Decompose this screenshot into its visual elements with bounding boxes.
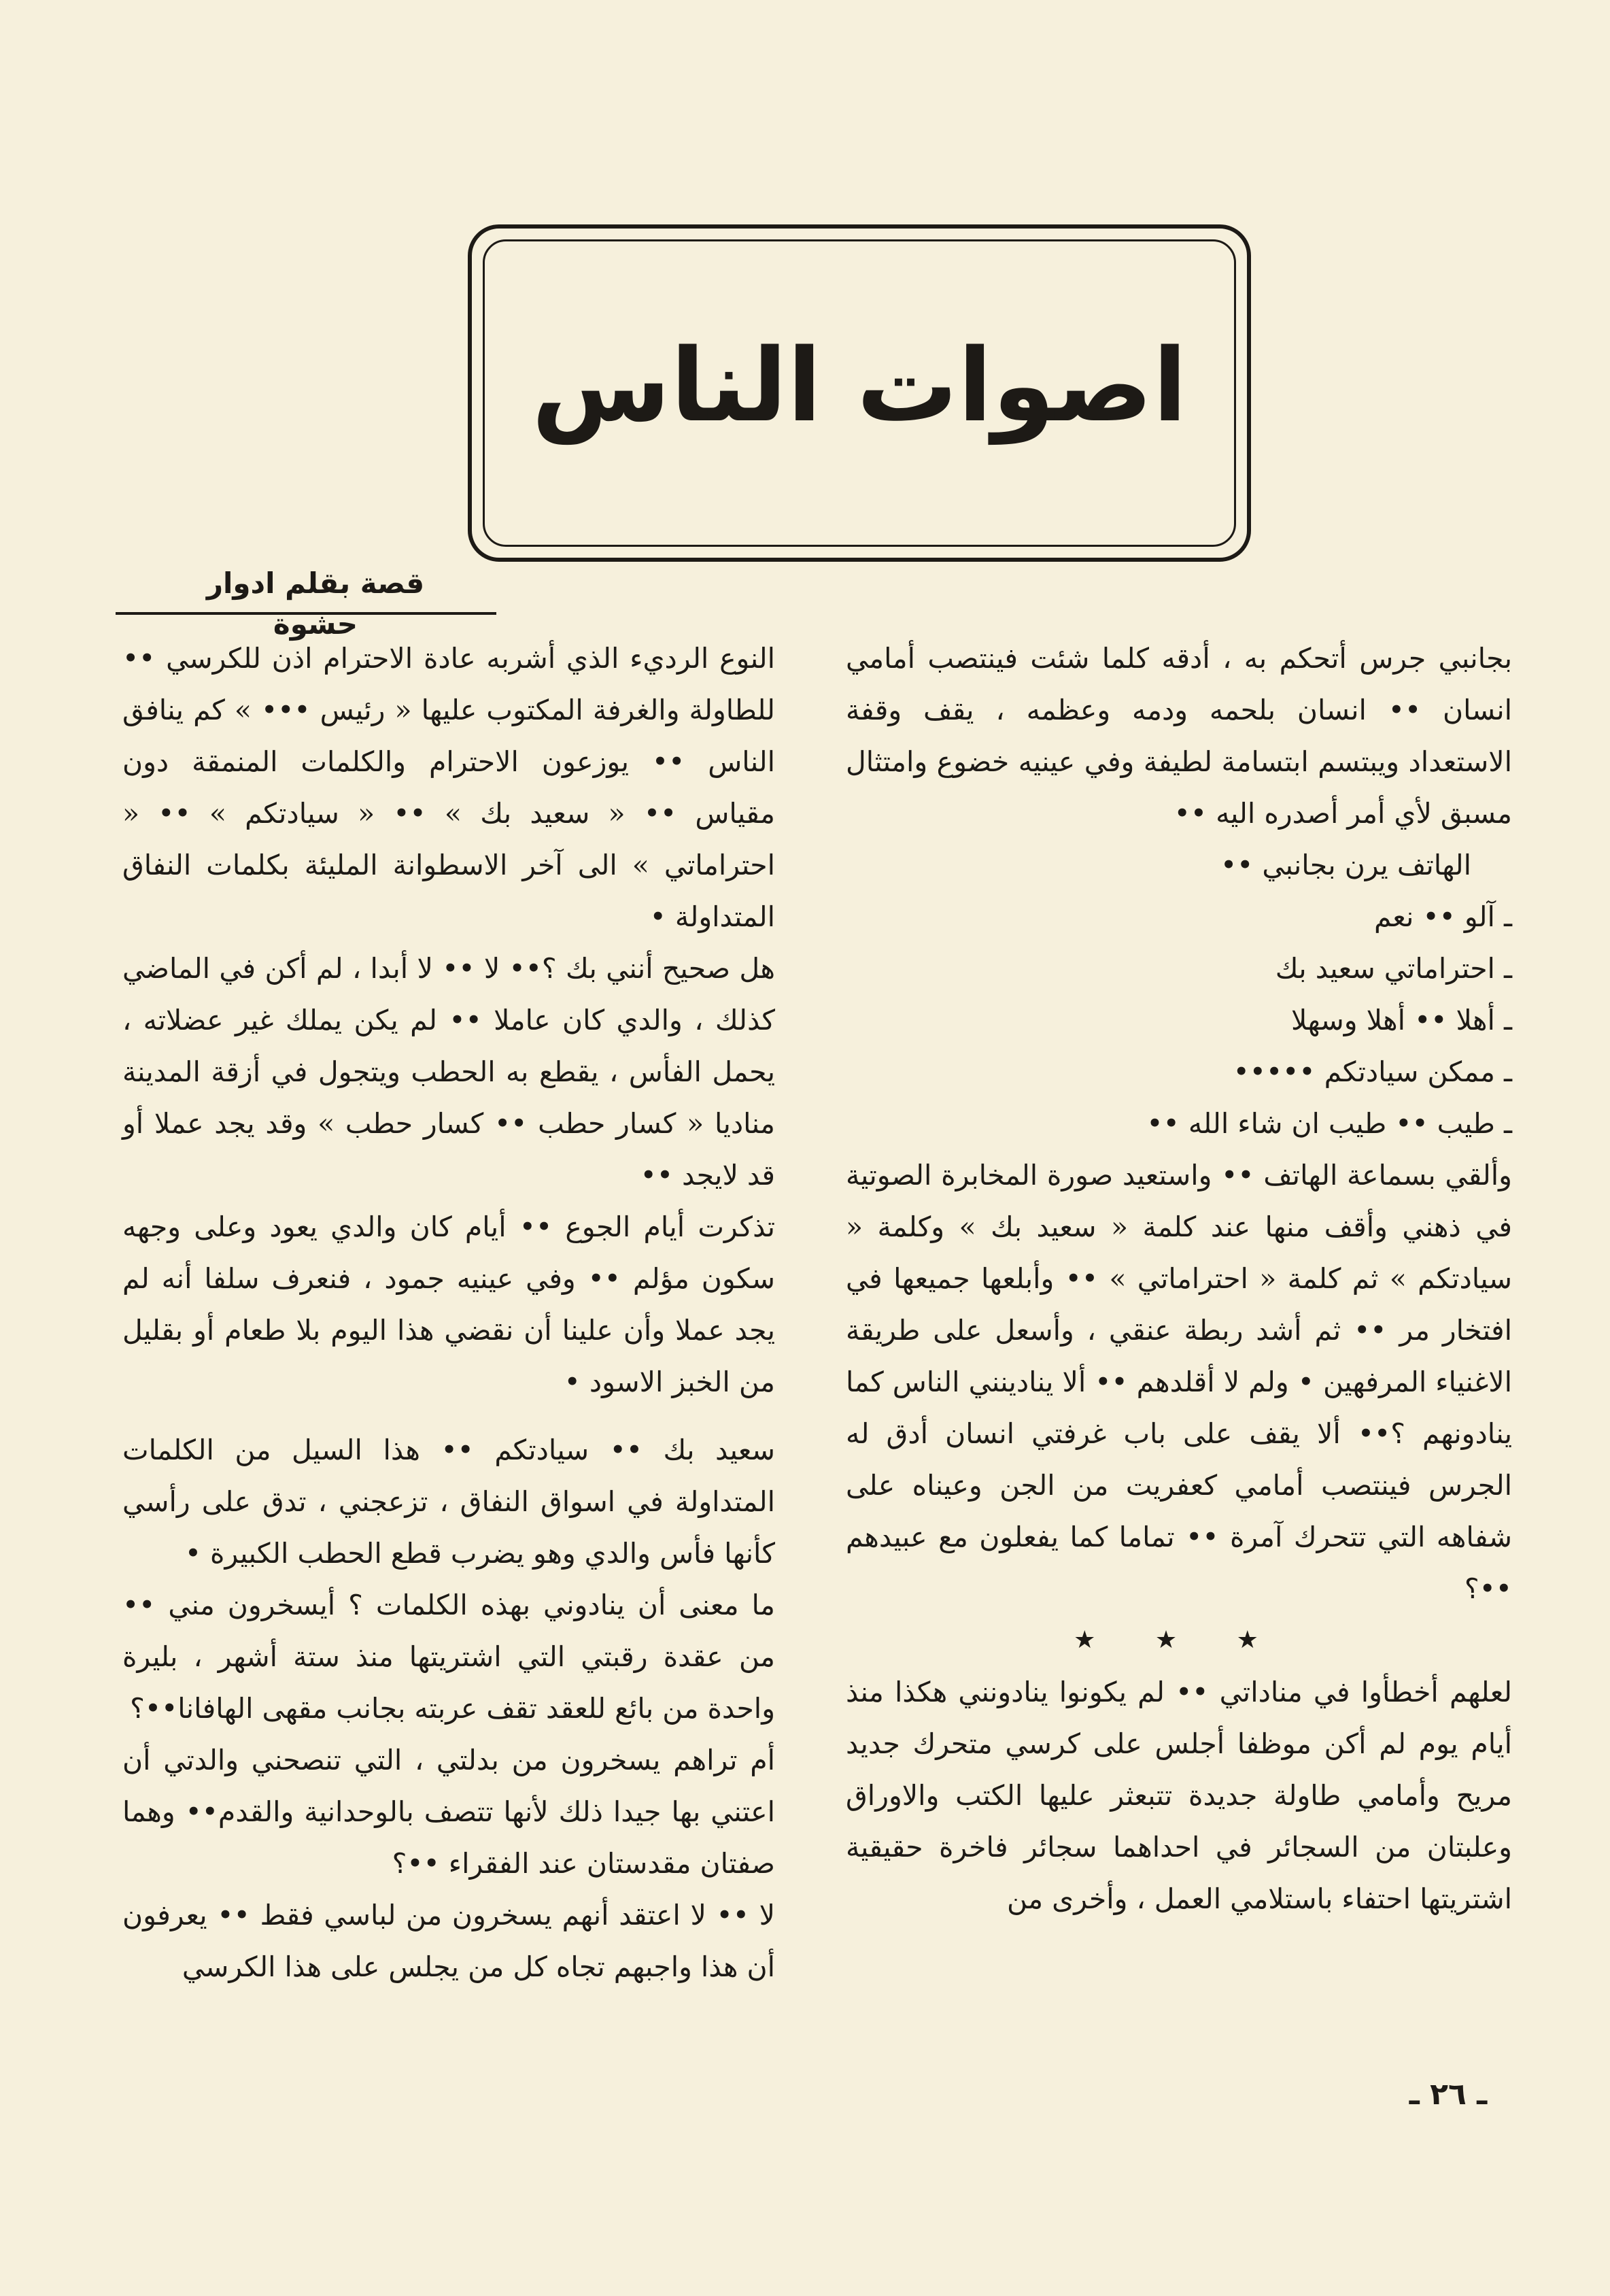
dialogue-line: ـ آلو •• نعم bbox=[1373, 900, 1512, 933]
dialogue-line: ـ احتراماتي سعيد بك bbox=[1275, 952, 1512, 985]
dialogue-line: ـ ممكن سيادتكم ••••• bbox=[1233, 1056, 1512, 1088]
paragraph: لا •• لا اعتقد أنهم يسخرون من لباسي فقط •• يعرفون أن هذا واجبهم تجاه كل من يجلس على هذا الكرسي bbox=[122, 1899, 775, 1983]
paragraph: هل صحيح أنني بك ؟•• لا •• لا أبدا ، لم أكن في الماضي كذلك ، والدي كان عاملا •• لم يكن يملك غير عضلاته ، يحمل الفأس ، يقطع به الحطب ويتجول في أزقة المدينة مناديا « كسار حطب •• كسار حطب » وقد يجد عملا أو قد لايجد •• bbox=[122, 952, 775, 1192]
paragraph: النوع الرديء الذي أشربه عادة الاحترام اذن للكرسي •• للطاولة والغرفة المكتوب عليها « رئيس ••• » كم ينافق الناس •• يوزعون الاحترام والكلمات المنمقة دون مقياس •• « سعيد بك » •• « سيادتكم » •• « احتراماتي » الى آخر الاسطوانة المليئة بكلمات النفاق المتداولة • bbox=[122, 642, 775, 933]
paragraph: لعلهم أخطأوا في مناداتي •• لم يكونوا ينادونني هكذا منذ أيام يوم لم أكن موظفا أجلس على كرسي متحرك جديد مريح وأمامي طاولة جديدة تتبعثر عليها الكتب والاوراق وعلبتان من السجائر في احداهما سجائر فاخرة حقيقية اشتريتها احتفاء باستلامي العمل ، وأخرى من bbox=[846, 1676, 1512, 1915]
paragraph: أم تراهم يسخرون من بدلتي ، التي تنصحني والدتي أن اعتني بها جيدا ذلك لأنها تتصف بالوحدانية والقدم•• وهما صفتان مقدستان عند الفقراء ••؟ bbox=[122, 1744, 775, 1880]
left-column bbox=[122, 632, 775, 1993]
dialogue-line: ـ طيب •• طيب ان شاء الله •• bbox=[1146, 1107, 1512, 1140]
page-title: اصوات الناس bbox=[531, 327, 1188, 444]
byline-underline bbox=[116, 612, 496, 615]
paragraph: وألقي بسماعة الهاتف •• واستعيد صورة المخابرة الصوتية في ذهني وأقف منها عند كلمة « سعيد بك » وكلمة « سيادتكم » ثم كلمة « احتراماتي » •• وأبلعها جميعها في افتخار مر •• ثم أشد ربطة عنقي ، وأسعل على طريقة الاغنياء المرفهين • ولم لا أقلدهم •• ألا ينادينني الناس كما ينادونهم ؟•• ألا يقف على باب غرفتي انسان أدق له الجرس فينتصب أمامي كعفريت من الجن وعيناه على شفاهه التي تتحرك آمرة •• تماما كما يفعلون مع عبيدهم ••؟ bbox=[846, 1159, 1512, 1605]
paragraph: سعيد بك •• سيادتكم •• هذا السيل من الكلمات المتداولة في اسواق النفاق ، تزعجني ، تدق على رأسي كأنها فأس والدي وهو يضرب قطع الحطب الكبيرة • bbox=[122, 1434, 775, 1570]
paragraph: ما معنى أن ينادوني بهذه الكلمات ؟ أيسخرون مني •• من عقدة رقبتي التي اشتريتها منذ ستة أشهر ، بليرة واحدة من بائع للعقد تقف عربته بجانب مقهى الهافانا••؟ bbox=[122, 1589, 775, 1725]
paragraph-gap bbox=[122, 1408, 775, 1424]
dialogue-line: ـ أهلا •• أهلا وسهلا bbox=[1291, 1004, 1512, 1036]
paragraph: الهاتف يرن بجانبي •• bbox=[1220, 849, 1471, 881]
right-column bbox=[846, 632, 1512, 1925]
byline: قصة بقلم ادوار حشوة bbox=[206, 567, 425, 641]
paragraph: بجانبي جرس أتحكم به ، أدقه كلما شئت فينتصب أمامي انسان •• انسان بلحمه ودمه وعظمه ، يقف وقفة الاستعداد ويبتسم ابتسامة لطيفة وفي عينيه خضوع وامتثال مسبق لأي أمر أصدره اليه •• bbox=[846, 642, 1512, 830]
paragraph: تذكرت أيام الجوع •• أيام كان والدي يعود وعلى وجهه سكون مؤلم •• وفي عينيه جمود ، فنعرف سلفا أنه لم يجد عملا وأن علينا أن نقضي هذا اليوم بلا طعام أو بقليل من الخبز الاسود • bbox=[122, 1211, 775, 1398]
page-number: ـ ٢٦ ـ bbox=[1409, 2077, 1488, 2112]
title-frame bbox=[468, 224, 1251, 562]
section-break-stars: ★ ★ ★ bbox=[1074, 1626, 1284, 1654]
